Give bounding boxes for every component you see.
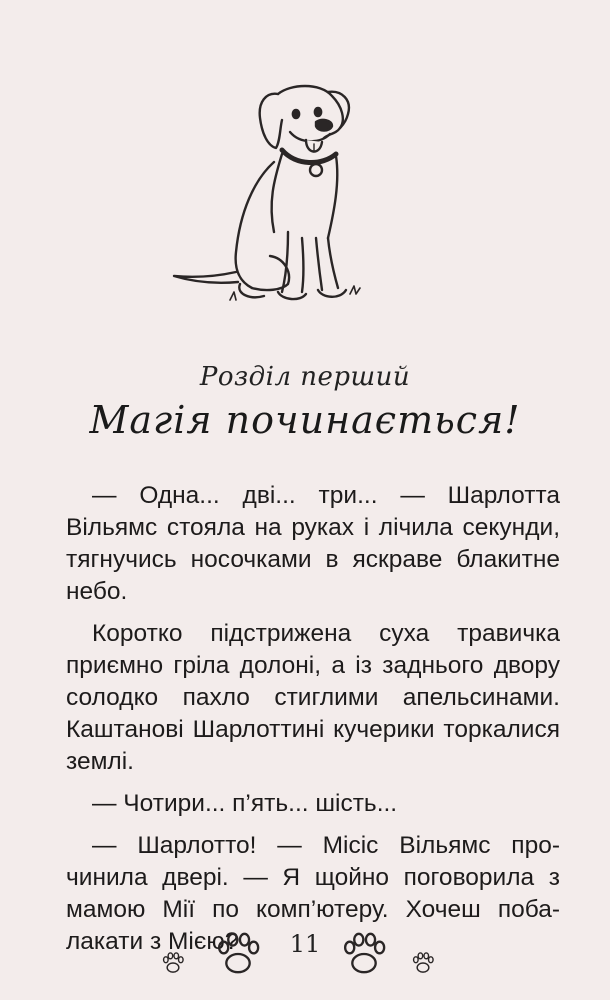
page-number: 11 bbox=[289, 930, 321, 958]
paragraph: — Одна... дві... три... — Шарлотта Вільямс стояла на руках і лічила секунди, тягнучись носочками в яскраве блакитне небо. bbox=[66, 482, 560, 605]
paragraph: — Шарлотто! — Місіс Вільямс прочинила двері. — Я щойно поговорила з мамою Мії по комп’ютеру. Хочеш побалакати з Мією? bbox=[66, 832, 560, 955]
paragraph: Коротко підстрижена суха травичка приємно гріла долоні, а із заднього двору солодко пахло стиглими апельсинами. Каштанові Шарлоттині кучерики торкалися землі. bbox=[66, 620, 560, 775]
paragraph: — Чотири... п’ять... шість... bbox=[92, 790, 398, 817]
body-text bbox=[66, 480, 560, 968]
chapter-label: Розділ перший bbox=[199, 362, 411, 392]
paw-print-icon bbox=[410, 950, 436, 976]
puppy-illustration bbox=[170, 62, 390, 312]
paw-print-icon bbox=[338, 928, 390, 980]
chapter-title: Магія починається! bbox=[89, 398, 521, 442]
